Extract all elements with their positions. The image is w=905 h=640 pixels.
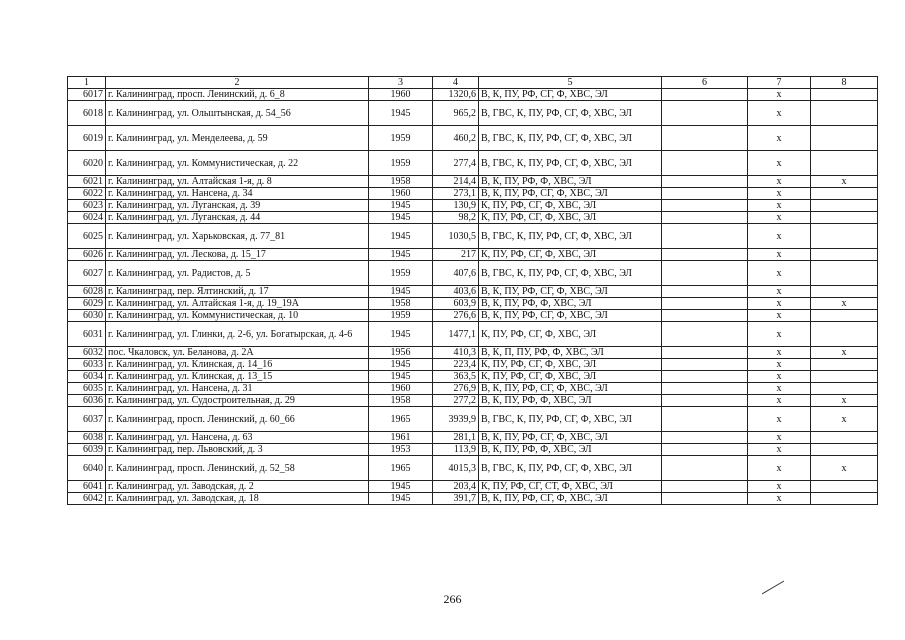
col6-cell bbox=[662, 261, 748, 286]
area-cell: 1477,1 bbox=[433, 322, 479, 347]
col8-mark: х bbox=[811, 176, 878, 188]
area-cell: 407,6 bbox=[433, 261, 479, 286]
table-row bbox=[68, 310, 878, 322]
systems-cell: В, К, ПУ, РФ, Ф, ХВС, ЭЛ bbox=[479, 176, 662, 188]
col8-mark bbox=[811, 359, 878, 371]
col6-cell bbox=[662, 176, 748, 188]
col6-cell bbox=[662, 200, 748, 212]
year-cell: 1958 bbox=[369, 298, 433, 310]
area-cell: 276,6 bbox=[433, 310, 479, 322]
table-row bbox=[68, 359, 878, 371]
col7-mark: х bbox=[748, 432, 811, 444]
year-cell: 1953 bbox=[369, 444, 433, 456]
col7-mark: х bbox=[748, 359, 811, 371]
table-row bbox=[68, 383, 878, 395]
col7-mark: х bbox=[748, 261, 811, 286]
col7-mark: х bbox=[748, 286, 811, 298]
col8-mark bbox=[811, 322, 878, 347]
header-cell-8: 8 bbox=[811, 77, 878, 89]
address-cell: г. Калининград, ул. Менделеева, д. 59 bbox=[106, 126, 369, 151]
row-number: 6021 bbox=[68, 176, 106, 188]
area-cell: 1320,6 bbox=[433, 89, 479, 101]
row-number: 6025 bbox=[68, 224, 106, 249]
address-cell: г. Калининград, ул. Алтайская 1-я, д. 8 bbox=[106, 176, 369, 188]
systems-cell: В, ГВС, К, ПУ, РФ, СГ, Ф, ХВС, ЭЛ bbox=[479, 224, 662, 249]
col7-mark: х bbox=[748, 200, 811, 212]
address-cell: г. Калининград, просп. Ленинский, д. 6_8 bbox=[106, 89, 369, 101]
col6-cell bbox=[662, 456, 748, 481]
address-cell: г. Калининград, ул. Ольштынская, д. 54_56 bbox=[106, 101, 369, 126]
table-row bbox=[68, 101, 878, 126]
header-cell-2: 2 bbox=[106, 77, 369, 89]
page-number: 266 bbox=[443, 592, 462, 606]
row-number: 6026 bbox=[68, 249, 106, 261]
col8-mark bbox=[811, 286, 878, 298]
systems-cell: В, К, ПУ, РФ, СГ, Ф, ХВС, ЭЛ bbox=[479, 89, 662, 101]
col7-mark: х bbox=[748, 347, 811, 359]
area-cell: 391,7 bbox=[433, 493, 479, 505]
header-cell-5: 5 bbox=[479, 77, 662, 89]
table-row bbox=[68, 481, 878, 493]
col7-mark: х bbox=[748, 407, 811, 432]
col6-cell bbox=[662, 224, 748, 249]
area-cell: 203,4 bbox=[433, 481, 479, 493]
area-cell: 1030,5 bbox=[433, 224, 479, 249]
row-number: 6038 bbox=[68, 432, 106, 444]
table-row bbox=[68, 89, 878, 101]
col8-mark bbox=[811, 101, 878, 126]
col7-mark: х bbox=[748, 101, 811, 126]
col6-cell bbox=[662, 371, 748, 383]
address-cell: г. Калининград, ул. Судостроительная, д. 29 bbox=[106, 395, 369, 407]
col8-mark bbox=[811, 310, 878, 322]
systems-cell: К, ПУ, РФ, СГ, Ф, ХВС, ЭЛ bbox=[479, 249, 662, 261]
col6-cell bbox=[662, 395, 748, 407]
col8-mark: х bbox=[811, 298, 878, 310]
col7-mark: х bbox=[748, 89, 811, 101]
systems-cell: В, К, ПУ, РФ, СГ, Ф, ХВС, ЭЛ bbox=[479, 493, 662, 505]
col6-cell bbox=[662, 493, 748, 505]
header-cell-3: 3 bbox=[369, 77, 433, 89]
col6-cell bbox=[662, 359, 748, 371]
year-cell: 1961 bbox=[369, 432, 433, 444]
year-cell: 1958 bbox=[369, 176, 433, 188]
address-cell: г. Калининград, просп. Ленинский, д. 52_58 bbox=[106, 456, 369, 481]
year-cell: 1945 bbox=[369, 200, 433, 212]
col8-mark bbox=[811, 481, 878, 493]
systems-cell: К, ПУ, РФ, СГ, Ф, ХВС, ЭЛ bbox=[479, 212, 662, 224]
year-cell: 1945 bbox=[369, 493, 433, 505]
col8-mark bbox=[811, 432, 878, 444]
col6-cell bbox=[662, 188, 748, 200]
systems-cell: В, К, П, ПУ, РФ, Ф, ХВС, ЭЛ bbox=[479, 347, 662, 359]
col6-cell bbox=[662, 151, 748, 176]
address-cell: пос. Чкаловск, ул. Беланова, д. 2А bbox=[106, 347, 369, 359]
address-cell: г. Калининград, ул. Нансена, д. 63 bbox=[106, 432, 369, 444]
table-body bbox=[68, 77, 878, 505]
systems-cell: В, ГВС, К, ПУ, РФ, СГ, Ф, ХВС, ЭЛ bbox=[479, 456, 662, 481]
col6-cell bbox=[662, 322, 748, 347]
col7-mark: х bbox=[748, 444, 811, 456]
table-row bbox=[68, 286, 878, 298]
area-cell: 130,9 bbox=[433, 200, 479, 212]
systems-cell: В, ГВС, К, ПУ, РФ, СГ, Ф, ХВС, ЭЛ bbox=[479, 151, 662, 176]
address-cell: г. Калининград, ул. Харьковская, д. 77_81 bbox=[106, 224, 369, 249]
year-cell: 1945 bbox=[369, 481, 433, 493]
col8-mark bbox=[811, 151, 878, 176]
row-number: 6017 bbox=[68, 89, 106, 101]
col8-mark: х bbox=[811, 456, 878, 481]
header-cell-6: 6 bbox=[662, 77, 748, 89]
area-cell: 3939,9 bbox=[433, 407, 479, 432]
col8-mark bbox=[811, 212, 878, 224]
row-number: 6023 bbox=[68, 200, 106, 212]
row-number: 6028 bbox=[68, 286, 106, 298]
row-number: 6033 bbox=[68, 359, 106, 371]
systems-cell: В, ГВС, К, ПУ, РФ, СГ, Ф, ХВС, ЭЛ bbox=[479, 126, 662, 151]
col8-mark: х bbox=[811, 407, 878, 432]
col6-cell bbox=[662, 383, 748, 395]
col7-mark: х bbox=[748, 310, 811, 322]
area-cell: 603,9 bbox=[433, 298, 479, 310]
table-row bbox=[68, 200, 878, 212]
col7-mark: х bbox=[748, 212, 811, 224]
row-number: 6041 bbox=[68, 481, 106, 493]
table-row bbox=[68, 188, 878, 200]
col6-cell bbox=[662, 89, 748, 101]
systems-cell: К, ПУ, РФ, СГ, СТ, Ф, ХВС, ЭЛ bbox=[479, 481, 662, 493]
address-cell: г. Калининград, ул. Глинки, д. 2-6, ул. Богатырская, д. 4-6 bbox=[106, 322, 369, 347]
pen-stroke-mark bbox=[760, 578, 788, 596]
year-cell: 1945 bbox=[369, 286, 433, 298]
col8-mark bbox=[811, 444, 878, 456]
year-cell: 1945 bbox=[369, 359, 433, 371]
table-row bbox=[68, 322, 878, 347]
col8-mark bbox=[811, 126, 878, 151]
col7-mark: х bbox=[748, 126, 811, 151]
table-row bbox=[68, 298, 878, 310]
col6-cell bbox=[662, 126, 748, 151]
row-number: 6036 bbox=[68, 395, 106, 407]
row-number: 6019 bbox=[68, 126, 106, 151]
table-row bbox=[68, 212, 878, 224]
col7-mark: х bbox=[748, 493, 811, 505]
col8-mark: х bbox=[811, 395, 878, 407]
col7-mark: х bbox=[748, 371, 811, 383]
row-number: 6034 bbox=[68, 371, 106, 383]
year-cell: 1959 bbox=[369, 261, 433, 286]
row-number: 6039 bbox=[68, 444, 106, 456]
col7-mark: х bbox=[748, 456, 811, 481]
row-number: 6031 bbox=[68, 322, 106, 347]
systems-cell: К, ПУ, РФ, СГ, Ф, ХВС, ЭЛ bbox=[479, 359, 662, 371]
area-cell: 98,2 bbox=[433, 212, 479, 224]
area-cell: 214,4 bbox=[433, 176, 479, 188]
col7-mark: х bbox=[748, 151, 811, 176]
area-cell: 223,4 bbox=[433, 359, 479, 371]
col7-mark: х bbox=[748, 395, 811, 407]
year-cell: 1956 bbox=[369, 347, 433, 359]
year-cell: 1945 bbox=[369, 249, 433, 261]
row-number: 6037 bbox=[68, 407, 106, 432]
address-cell: г. Калининград, просп. Ленинский, д. 60_66 bbox=[106, 407, 369, 432]
address-cell: г. Калининград, ул. Алтайская 1-я, д. 19_19А bbox=[106, 298, 369, 310]
address-cell: г. Калининград, ул. Клинская, д. 14_16 bbox=[106, 359, 369, 371]
address-cell: г. Калининград, ул. Луганская, д. 39 bbox=[106, 200, 369, 212]
col7-mark: х bbox=[748, 383, 811, 395]
area-cell: 276,9 bbox=[433, 383, 479, 395]
table-row bbox=[68, 371, 878, 383]
area-cell: 113,9 bbox=[433, 444, 479, 456]
address-cell: г. Калининград, ул. Коммунистическая, д. 22 bbox=[106, 151, 369, 176]
address-cell: г. Калининград, ул. Клинская, д. 13_15 bbox=[106, 371, 369, 383]
col8-mark bbox=[811, 89, 878, 101]
row-number: 6030 bbox=[68, 310, 106, 322]
col7-mark: х bbox=[748, 224, 811, 249]
year-cell: 1965 bbox=[369, 407, 433, 432]
col7-mark: х bbox=[748, 298, 811, 310]
systems-cell: В, ГВС, К, ПУ, РФ, СГ, Ф, ХВС, ЭЛ bbox=[479, 407, 662, 432]
area-cell: 965,2 bbox=[433, 101, 479, 126]
table-row bbox=[68, 493, 878, 505]
address-cell: г. Калининград, ул. Лескова, д. 15_17 bbox=[106, 249, 369, 261]
year-cell: 1959 bbox=[369, 151, 433, 176]
col6-cell bbox=[662, 101, 748, 126]
header-cell-7: 7 bbox=[748, 77, 811, 89]
address-cell: г. Калининград, ул. Нансена, д. 31 bbox=[106, 383, 369, 395]
col7-mark: х bbox=[748, 176, 811, 188]
year-cell: 1945 bbox=[369, 212, 433, 224]
table-row bbox=[68, 261, 878, 286]
year-cell: 1960 bbox=[369, 383, 433, 395]
table-row bbox=[68, 126, 878, 151]
header-row bbox=[68, 77, 878, 89]
systems-cell: В, К, ПУ, РФ, Ф, ХВС, ЭЛ bbox=[479, 298, 662, 310]
area-cell: 273,1 bbox=[433, 188, 479, 200]
year-cell: 1960 bbox=[369, 89, 433, 101]
col6-cell bbox=[662, 407, 748, 432]
area-cell: 217 bbox=[433, 249, 479, 261]
table-row bbox=[68, 444, 878, 456]
area-cell: 460,2 bbox=[433, 126, 479, 151]
col6-cell bbox=[662, 444, 748, 456]
col7-mark: х bbox=[748, 481, 811, 493]
systems-cell: В, К, ПУ, РФ, СГ, Ф, ХВС, ЭЛ bbox=[479, 383, 662, 395]
area-cell: 277,4 bbox=[433, 151, 479, 176]
row-number: 6018 bbox=[68, 101, 106, 126]
table-row bbox=[68, 407, 878, 432]
table-row bbox=[68, 395, 878, 407]
col8-mark bbox=[811, 200, 878, 212]
year-cell: 1945 bbox=[369, 371, 433, 383]
col6-cell bbox=[662, 481, 748, 493]
col6-cell bbox=[662, 298, 748, 310]
col6-cell bbox=[662, 432, 748, 444]
year-cell: 1958 bbox=[369, 395, 433, 407]
row-number: 6020 bbox=[68, 151, 106, 176]
systems-cell: К, ПУ, РФ, СГ, Ф, ХВС, ЭЛ bbox=[479, 322, 662, 347]
header-cell-1: 1 bbox=[68, 77, 106, 89]
row-number: 6029 bbox=[68, 298, 106, 310]
address-cell: г. Калининград, ул. Заводская, д. 18 bbox=[106, 493, 369, 505]
col8-mark: х bbox=[811, 347, 878, 359]
systems-cell: В, ГВС, К, ПУ, РФ, СГ, Ф, ХВС, ЭЛ bbox=[479, 101, 662, 126]
systems-cell: В, К, ПУ, РФ, СГ, Ф, ХВС, ЭЛ bbox=[479, 188, 662, 200]
row-number: 6022 bbox=[68, 188, 106, 200]
col6-cell bbox=[662, 347, 748, 359]
area-cell: 363,5 bbox=[433, 371, 479, 383]
year-cell: 1960 bbox=[369, 188, 433, 200]
col8-mark bbox=[811, 249, 878, 261]
year-cell: 1959 bbox=[369, 126, 433, 151]
row-number: 6040 bbox=[68, 456, 106, 481]
table-row bbox=[68, 456, 878, 481]
address-cell: г. Калининград, ул. Нансена, д. 34 bbox=[106, 188, 369, 200]
area-cell: 277,2 bbox=[433, 395, 479, 407]
systems-cell: К, ПУ, РФ, СГ, Ф, ХВС, ЭЛ bbox=[479, 200, 662, 212]
year-cell: 1945 bbox=[369, 101, 433, 126]
col6-cell bbox=[662, 212, 748, 224]
systems-cell: В, К, ПУ, РФ, Ф, ХВС, ЭЛ bbox=[479, 395, 662, 407]
col8-mark bbox=[811, 224, 878, 249]
table-row bbox=[68, 224, 878, 249]
table-row bbox=[68, 432, 878, 444]
col8-mark bbox=[811, 261, 878, 286]
col7-mark: х bbox=[748, 249, 811, 261]
systems-cell: В, ГВС, К, ПУ, РФ, СГ, Ф, ХВС, ЭЛ bbox=[479, 261, 662, 286]
address-cell: г. Калининград, ул. Радистов, д. 5 bbox=[106, 261, 369, 286]
area-cell: 403,6 bbox=[433, 286, 479, 298]
systems-cell: В, К, ПУ, РФ, Ф, ХВС, ЭЛ bbox=[479, 444, 662, 456]
area-cell: 281,1 bbox=[433, 432, 479, 444]
col8-mark bbox=[811, 383, 878, 395]
row-number: 6027 bbox=[68, 261, 106, 286]
header-cell-4: 4 bbox=[433, 77, 479, 89]
year-cell: 1959 bbox=[369, 310, 433, 322]
col6-cell bbox=[662, 310, 748, 322]
col8-mark bbox=[811, 188, 878, 200]
address-cell: г. Калининград, ул. Луганская, д. 44 bbox=[106, 212, 369, 224]
table-row bbox=[68, 347, 878, 359]
table-row bbox=[68, 151, 878, 176]
systems-cell: В, К, ПУ, РФ, СГ, Ф, ХВС, ЭЛ bbox=[479, 286, 662, 298]
area-cell: 410,3 bbox=[433, 347, 479, 359]
year-cell: 1965 bbox=[369, 456, 433, 481]
year-cell: 1945 bbox=[369, 322, 433, 347]
registry-table bbox=[67, 76, 878, 505]
row-number: 6024 bbox=[68, 212, 106, 224]
address-cell: г. Калининград, пер. Ялтинский, д. 17 bbox=[106, 286, 369, 298]
area-cell: 4015,3 bbox=[433, 456, 479, 481]
col7-mark: х bbox=[748, 322, 811, 347]
systems-cell: В, К, ПУ, РФ, СГ, Ф, ХВС, ЭЛ bbox=[479, 432, 662, 444]
row-number: 6035 bbox=[68, 383, 106, 395]
year-cell: 1945 bbox=[369, 224, 433, 249]
row-number: 6042 bbox=[68, 493, 106, 505]
col6-cell bbox=[662, 286, 748, 298]
address-cell: г. Калининград, ул. Заводская, д. 2 bbox=[106, 481, 369, 493]
systems-cell: К, ПУ, РФ, СГ, Ф, ХВС, ЭЛ bbox=[479, 371, 662, 383]
address-cell: г. Калининград, ул. Коммунистическая, д. 10 bbox=[106, 310, 369, 322]
table-row bbox=[68, 249, 878, 261]
col6-cell bbox=[662, 249, 748, 261]
col8-mark bbox=[811, 371, 878, 383]
table-row bbox=[68, 176, 878, 188]
address-cell: г. Калининград, пер. Львовский, д. 3 bbox=[106, 444, 369, 456]
col8-mark bbox=[811, 493, 878, 505]
systems-cell: В, К, ПУ, РФ, СГ, Ф, ХВС, ЭЛ bbox=[479, 310, 662, 322]
row-number: 6032 bbox=[68, 347, 106, 359]
col7-mark: х bbox=[748, 188, 811, 200]
